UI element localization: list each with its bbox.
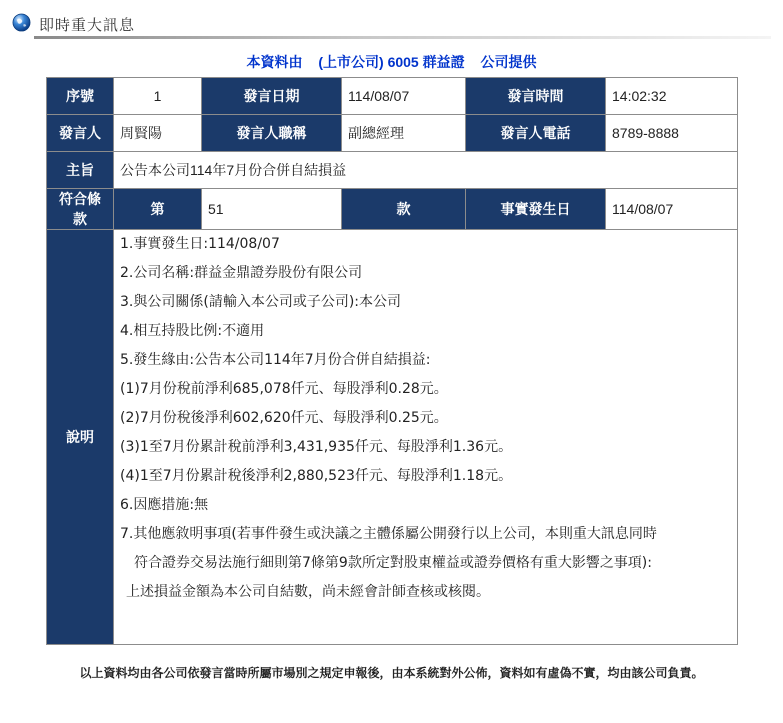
provider-suffix: 公司提供 — [480, 54, 537, 70]
desc-line: (3)1至7月份累計稅前淨利3,431,935仟元、每股淨利1.36元。 — [120, 439, 513, 455]
phone-label: 發言人電話 — [466, 115, 606, 152]
clause-value: 51 — [202, 189, 342, 230]
provider-prefix: 本資料由 — [246, 54, 303, 70]
table-row — [47, 152, 738, 189]
desc-line: (4)1至7月份累計稅後淨利2,880,523仟元、每股淨利1.18元。 — [120, 468, 513, 484]
speaker-title-label: 發言人職稱 — [202, 115, 342, 152]
speaker-label: 發言人 — [47, 115, 114, 152]
table-row — [47, 189, 738, 230]
table-row — [47, 115, 738, 152]
seq-value: 1 — [114, 78, 202, 115]
speaker-title-value: 副總經理 — [342, 115, 466, 152]
provider-line — [0, 52, 783, 72]
description-body — [114, 230, 738, 645]
announcement-table — [46, 77, 738, 645]
company-name: 群益證 — [422, 54, 465, 70]
clause-suffix: 款 — [342, 189, 466, 230]
desc-line: 3.與公司關係(請輸入本公司或子公司):本公司 — [120, 294, 401, 310]
phone-value: 8789-8888 — [606, 115, 738, 152]
company-code: 6005 — [387, 54, 419, 70]
table-row — [47, 230, 738, 645]
table-row — [47, 78, 738, 115]
time-value: 14:02:32 — [606, 78, 738, 115]
event-date-value: 114/08/07 — [606, 189, 738, 230]
desc-line: 5.發生緣由:公告本公司114年7月份合併自結損益: — [120, 352, 431, 368]
seq-label: 序號 — [47, 78, 114, 115]
subject-label: 主旨 — [47, 152, 114, 189]
desc-line: 上述損益金額為本公司自結數，尚未經會計師查核或核閱。 — [126, 584, 490, 600]
desc-line: 6.因應措施:無 — [120, 497, 209, 513]
event-date-label: 事實發生日 — [466, 189, 606, 230]
provider-market: (上市公司) 6005 群益證 — [318, 54, 465, 70]
subject-value: 公告本公司114年7月份合併自結損益 — [114, 152, 738, 189]
description-label: 說明 — [47, 230, 114, 645]
desc-line: (2)7月份稅後淨利602,620仟元、每股淨利0.25元。 — [120, 410, 448, 426]
desc-line: 2.公司名稱:群益金鼎證券股份有限公司 — [120, 265, 363, 281]
clause-prefix: 第 — [114, 189, 202, 230]
speaker-value: 周賢陽 — [114, 115, 202, 152]
header-divider — [34, 36, 771, 39]
desc-line: 7.其他應敘明事項(若事件發生或決議之主體係屬公開發行以上公司，本則重大訊息同時 — [120, 526, 657, 542]
page-header — [12, 12, 771, 38]
clause-label: 符合條款 — [47, 189, 114, 230]
globe-icon — [12, 13, 31, 32]
desc-line: 1.事實發生日:114/08/07 — [120, 236, 280, 252]
page-title: 即時重大訊息 — [39, 16, 136, 34]
disclaimer-note: 以上資料均由各公司依發言當時所屬市場別之規定申報後，由本系統對外公佈，資料如有虛偽不實，均由該公司負責。 — [79, 666, 704, 680]
date-label: 發言日期 — [202, 78, 342, 115]
desc-line: 符合證券交易法施行細則第7條第9款所定對股東權益或證券價格有重大影響之事項): — [134, 555, 652, 571]
date-value: 114/08/07 — [342, 78, 466, 115]
time-label: 發言時間 — [466, 78, 606, 115]
desc-line: 4.相互持股比例:不適用 — [120, 323, 265, 339]
desc-line: (1)7月份稅前淨利685,078仟元、每股淨利0.28元。 — [120, 381, 448, 397]
